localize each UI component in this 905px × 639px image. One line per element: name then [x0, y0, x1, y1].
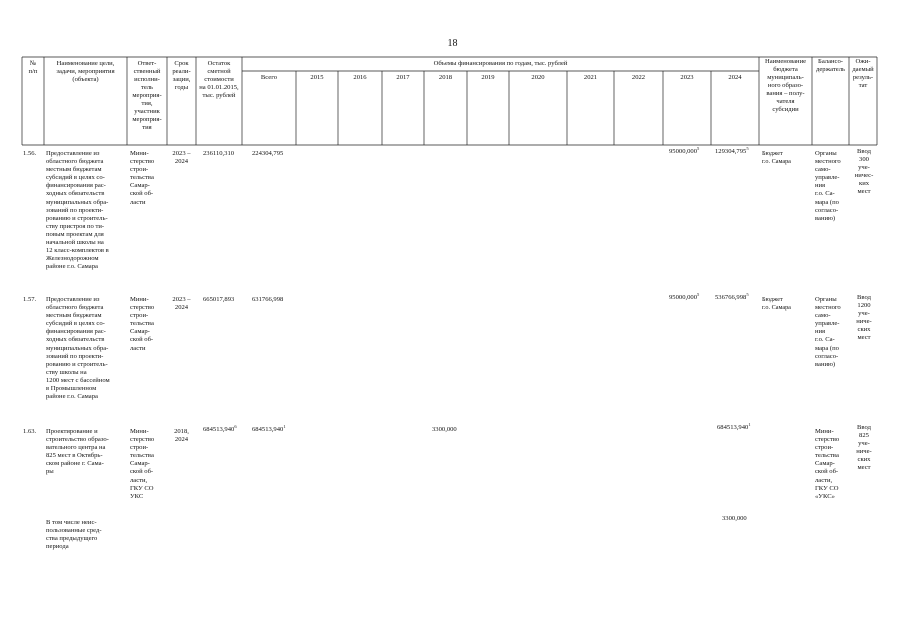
row-2-responsible: Мини- стерство строи- тельства Самар- ской об- ласти [130, 296, 155, 352]
row-2-year-2023: 95000,000$^5$ [669, 291, 700, 301]
row-3-result: Ввод 825 уче- ниче- ских мест [856, 424, 872, 472]
row-1-year-2024: 129304,795$^5$ [715, 145, 749, 155]
row-1-result: Ввод 300 уче- ничес- ких мест [854, 148, 874, 196]
row-3-year-2024: 684513,940$^1$ [717, 421, 751, 431]
row-3-total: 684513,940$^1$ [252, 423, 286, 433]
row-2-result: Ввод 1200 уче- ниче- ских мест [856, 294, 872, 342]
row-3-responsible: Мини- стерство строи- тельства Самар- ской об- ласти, ГКУ СО УКС [130, 428, 155, 500]
header-year-2021: 2021 [583, 74, 598, 81]
header-name: Наименование цели, задачи, мероприятия (объекта) [56, 60, 115, 83]
header-result: Ожи- даемый резуль- тат [852, 58, 874, 89]
header-year-2015: 2015 [310, 74, 324, 81]
row-3-year-2018: 3300,000 [432, 426, 457, 433]
row-3-term: 2018, 2024 [174, 428, 189, 444]
header-term: Срок реали- зации, годы [172, 60, 191, 91]
row-2-holder: Органы местного само- управле- ния г.о. Са- мара (по согласо- ванию) [815, 296, 841, 368]
header-year-2018: 2018 [438, 74, 453, 81]
row-3-holder: Мини- стерство строи- тельства Самар- ской об- ласти, ГКУ СО «УКС» [815, 428, 840, 500]
header-volumes: Объемы финансирования по годам, тыс. рублей [433, 60, 568, 67]
header-budget: Наименование бюджета муниципаль- ного образо- вания – полу- чателя субсидии [764, 58, 807, 113]
header-num: № п/п [28, 60, 38, 75]
row-1-budget: Бюджет г.о. Самара [762, 150, 791, 166]
row-1-name: Предоставление из областного бюджета местным бюджетам субсидий в целях со- финансирования рас- ходных обязательств муниципальных обра- зований по проекти- рованию и строитель- ству пристроя по ти- повым проектам для начальной школы на 12 класс-комплектов в Железнодорожном районе г.о. Самара [46, 150, 109, 271]
row-2-num: 1.57. [23, 296, 37, 303]
header-year-2019: 2019 [481, 74, 495, 81]
row-2-budget: Бюджет г.о. Самара [762, 296, 791, 312]
header-remaining-cost: Остаток сметной стоимости на 01.01.2015, тыс. рублей [199, 60, 239, 99]
row-1-holder: Органы местного само- управле- ния г.о. Са- мара (по согласо- ванию) [815, 150, 841, 222]
row-3-num: 1.63. [23, 428, 37, 435]
row-3-name: Проектирование и строительство образо- вательного центра на 825 мест в Октябрь- ском районе г. Сама- ры [46, 428, 109, 476]
row-2-remaining: 665017,893 [203, 296, 235, 303]
page-number: 18 [447, 38, 458, 49]
header-year-2017: 2017 [396, 74, 410, 81]
row-3-remaining: 684513,940$^6$ [203, 423, 237, 433]
note-year-2024: 3300,000 [722, 515, 747, 522]
header-year-2022: 2022 [631, 74, 646, 81]
row-1-term: 2023 – 2024 [172, 150, 191, 166]
row-2-total: 631766,998 [252, 296, 284, 303]
header-year-2023: 2023 [680, 74, 694, 81]
row-2-name: Предоставление из областного бюджета местным бюджетам субсидий в целях со- финансирования рас- ходных обязательств муниципальных обра- зований по проекти- рованию и строитель- ству школы на 1200 мест с бассейном в Промышленном районе г.о. Самара [46, 296, 110, 401]
header-year-2024: 2024 [728, 74, 742, 81]
row-1-responsible: Мини- стерство строи- тельства Самар- ской об- ласти [130, 150, 155, 206]
row-1-year-2023: 95000,000$^5$ [669, 145, 700, 155]
header-year-2016: 2016 [353, 74, 367, 81]
row-1-total: 224304,795 [252, 150, 284, 157]
row-1-num: 1.56. [23, 150, 37, 157]
note-text: В том числе неис- пользованные сред- ства предыдущего периода [46, 519, 102, 551]
row-1-remaining: 236110,310 [203, 150, 235, 157]
row-2-term: 2023 – 2024 [172, 296, 191, 312]
header-holder: Балансо- держатель [816, 58, 845, 73]
header-total: Всего [260, 74, 278, 81]
header-year-2020: 2020 [531, 74, 545, 81]
row-2-year-2024: 536766,998$^5$ [715, 291, 749, 301]
header-responsible: Ответ- ственный исполни- тель мероприя- тия, участник мероприя- тия [132, 60, 162, 131]
